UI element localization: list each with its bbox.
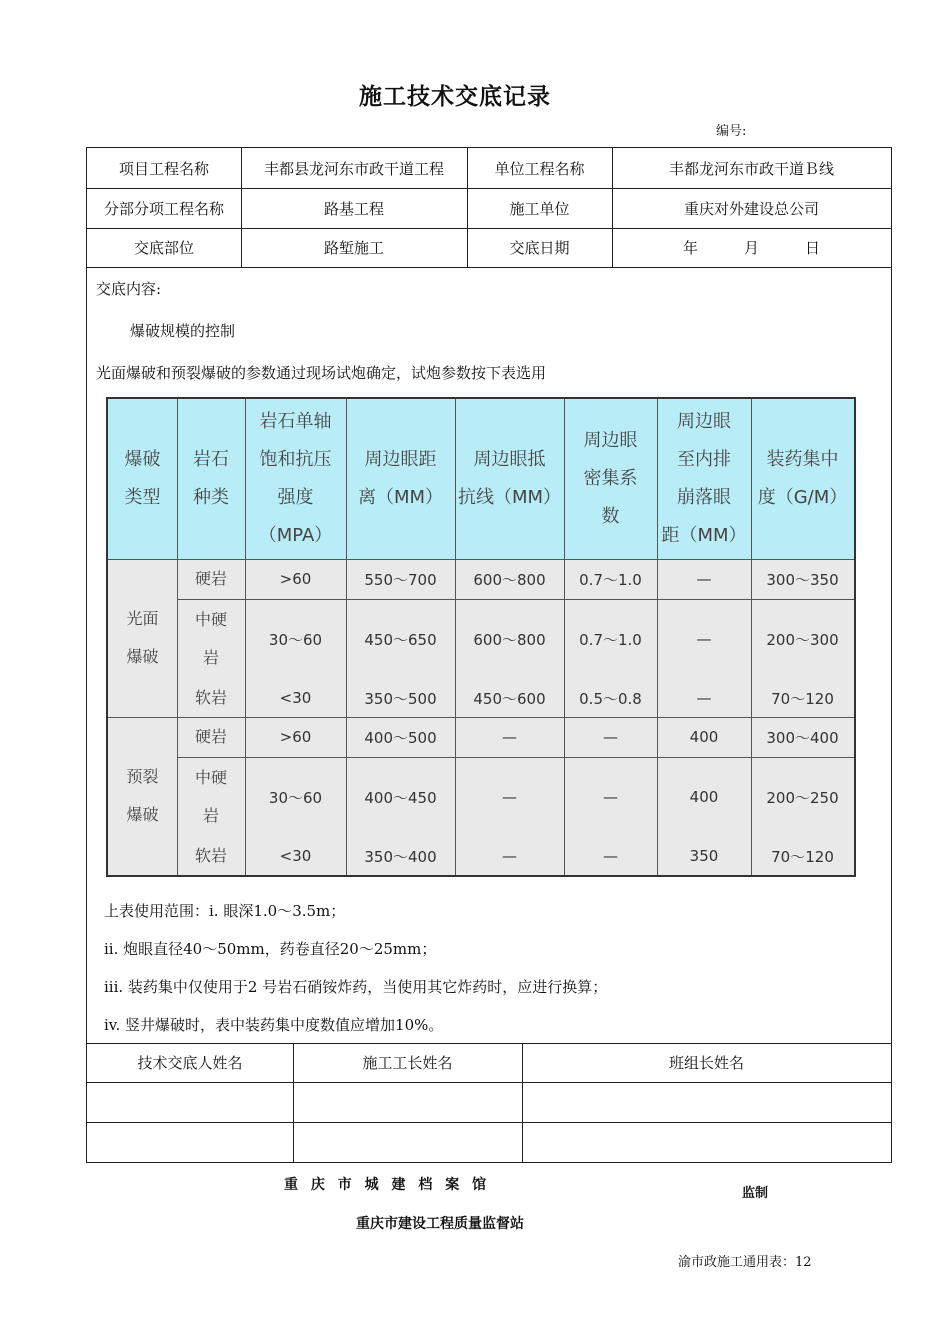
charge-cell: 200～250 [766, 788, 839, 807]
content-label: 交底内容: [96, 280, 162, 298]
charge-cell: 200～300 [766, 630, 839, 649]
part-label: 交底部位 [133, 239, 194, 257]
column-header-line: 爆破 [124, 449, 161, 470]
spacing-cell: 450～650 [364, 630, 437, 649]
tech-signer-label: 技术交底人姓名 [137, 1054, 243, 1072]
burden-cell: 600～800 [473, 630, 546, 649]
rock-type-line: 岩 [202, 806, 219, 825]
column-header [455, 399, 564, 559]
strength-cell: >60 [279, 728, 312, 746]
column-header [657, 399, 751, 559]
note-4: iv. 竖井爆破时，表中装药集中度数值应增加10%。 [104, 1016, 444, 1034]
blast-type-line: 预裂 [126, 767, 159, 786]
rock-type-cell [177, 757, 245, 837]
column-header-line: 数 [601, 506, 620, 527]
date-month: 月 [743, 239, 759, 257]
column-header [245, 399, 346, 559]
column-header-line: 距（MM） [661, 525, 747, 546]
subproject-value: 路基工程 [323, 199, 384, 218]
column-header-line: （MPA） [258, 525, 333, 546]
strength-cell: 30～60 [268, 788, 323, 807]
rock-type-line: 中硬 [194, 610, 227, 629]
inner-distance-cell: — [696, 630, 712, 648]
inner-distance-cell: 400 [689, 728, 719, 746]
column-header-line: 至内排 [677, 449, 731, 470]
column-header-line: 饱和抗压 [259, 449, 332, 470]
note-1: 上表使用范围：i. 眼深1.0～3.5m； [104, 902, 346, 920]
supervision-station: 重庆市建设工程质量监督站 [356, 1216, 524, 1232]
column-header-line: 密集系 [583, 468, 638, 489]
column-header-line: 抗线（MM） [457, 487, 562, 508]
inner-distance-cell: — [696, 570, 712, 588]
inner-distance-cell: 350 [689, 847, 719, 865]
column-header-line: 周边眼 [583, 430, 638, 451]
density-cell: — [603, 788, 618, 806]
blasting-parameter-table [106, 397, 856, 877]
contractor-label: 施工单位 [509, 199, 570, 218]
part-value: 路堑施工 [323, 239, 384, 257]
column-header-line: 崩落眼 [677, 487, 731, 508]
rock-type-line: 中硬 [194, 768, 227, 787]
column-header-line: 度（G/M） [757, 487, 848, 508]
density-cell: — [603, 847, 618, 865]
divider [87, 1082, 891, 1083]
charge-cell: 70～120 [771, 847, 834, 866]
charge-cell: 70～120 [771, 689, 834, 708]
rock-type-cell: 软岩 [194, 688, 227, 707]
unit-label: 单位工程名称 [494, 159, 585, 178]
note-2: ii. 炮眼直径40～50mm，药卷直径20～25mm； [104, 940, 437, 958]
column-header [177, 399, 245, 559]
inner-distance-cell: 400 [689, 788, 719, 806]
strength-cell: >60 [279, 570, 312, 588]
burden-cell: 600～800 [473, 570, 546, 589]
strength-cell: 30～60 [268, 630, 323, 649]
subproject-label: 分部分项工程名称 [103, 199, 224, 218]
burden-cell: — [502, 728, 517, 746]
supervise-label: 监制 [742, 1186, 769, 1201]
column-header-line: 强度 [277, 487, 314, 508]
burden-cell: 450～600 [473, 689, 546, 708]
strength-cell: <30 [279, 689, 312, 707]
date-label: 交底日期 [509, 239, 570, 257]
column-header [108, 399, 177, 559]
column-header-line: 岩石单轴 [259, 411, 332, 432]
spacing-cell: 550～700 [364, 570, 437, 589]
column-header-line: 离（MM） [357, 487, 444, 508]
blast-type-cell [108, 559, 177, 717]
date-day: 日 [805, 239, 821, 257]
divider [87, 267, 891, 268]
content-heading: 爆破规模的控制 [130, 322, 236, 340]
rock-type-cell: 软岩 [194, 846, 227, 865]
rock-type-cell: 硬岩 [194, 569, 227, 588]
unit-value: 丰都龙河东市政干道Ｂ线 [668, 159, 834, 178]
density-cell: 0.7～1.0 [579, 570, 642, 589]
foreman-label: 施工工长姓名 [362, 1054, 453, 1072]
column-header-line: 周边眼抵 [473, 449, 546, 470]
page-title: 施工技术交底记录 [359, 84, 551, 110]
form-number: 渝市政施工通用表：12 [678, 1255, 812, 1270]
charge-cell: 300～400 [766, 728, 839, 747]
spacing-cell: 400～500 [364, 728, 437, 747]
column-header-line: 岩石 [193, 449, 229, 470]
burden-cell: — [502, 847, 517, 865]
blast-type-line: 爆破 [126, 647, 159, 666]
note-3: iii. 装药集中仅使用于2 号岩石硝铵炸药，当使用其它炸药时，应进行换算； [104, 978, 608, 996]
blast-type-line: 爆破 [126, 805, 159, 824]
date-year: 年 [682, 239, 698, 257]
column-header [751, 399, 854, 559]
column-header [564, 399, 657, 559]
column-header-line: 周边眼距 [364, 449, 437, 470]
rock-type-line: 岩 [202, 648, 219, 667]
archive-name: 重 庆 市 城 建 档 案 馆 [284, 1177, 491, 1193]
density-cell: — [603, 728, 618, 746]
column-header-line: 类型 [124, 487, 161, 508]
blast-type-line: 光面 [126, 609, 159, 628]
rock-type-cell [177, 599, 245, 679]
date-value [612, 228, 891, 267]
density-cell: 0.5～0.8 [579, 689, 642, 708]
spacing-cell: 350～500 [364, 689, 437, 708]
spacing-cell: 400～450 [364, 788, 437, 807]
project-label: 项目工程名称 [118, 159, 209, 178]
content-intro: 光面爆破和预裂爆破的参数通过现场试炮确定，试炮参数按下表选用 [96, 364, 547, 382]
column-header [346, 399, 455, 559]
blast-type-cell [108, 717, 177, 875]
project-value: 丰都县龙河东市政干道工程 [263, 159, 444, 178]
strength-cell: <30 [279, 847, 312, 865]
burden-cell: — [502, 788, 517, 806]
code-label: 编号: [716, 124, 747, 139]
rock-type-cell: 硬岩 [194, 727, 227, 746]
inner-distance-cell: — [696, 689, 712, 707]
density-cell: 0.7～1.0 [579, 630, 642, 649]
spacing-cell: 350～400 [364, 847, 437, 866]
column-header-line: 种类 [193, 487, 229, 508]
column-header-line: 装药集中 [766, 449, 839, 470]
charge-cell: 300～350 [766, 570, 839, 589]
divider [87, 1122, 891, 1123]
contractor-value: 重庆对外建设总公司 [683, 199, 819, 218]
team-leader-label: 班组长姓名 [668, 1054, 744, 1072]
column-header-line: 周边眼 [677, 411, 731, 432]
